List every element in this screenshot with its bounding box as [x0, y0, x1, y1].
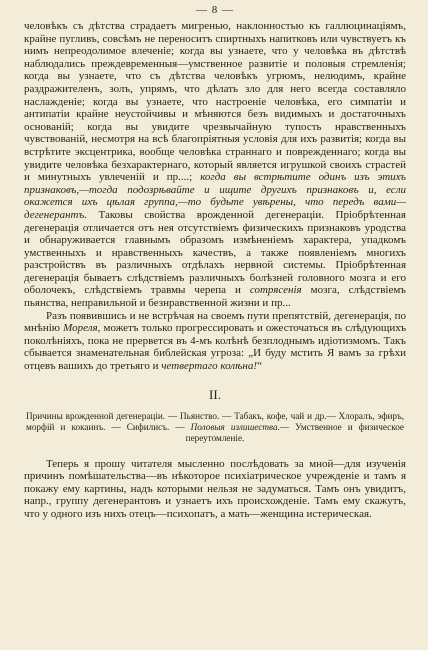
section-number: II.: [209, 386, 221, 402]
emphasis-text: четвертаго колѣна!: [161, 360, 258, 373]
paragraph-morel: [24, 310, 406, 373]
paragraph-text: человѣкъ съ дѣтства страдаетъ мигренью, наклонностью къ галлюцинаціямъ, крайне пугливъ, совсѣмъ не переноситъ спиртныхъ напитковъ или чувствуетъ къ нимъ непреодолимое влеченіе; когда вы узнаете, что у человѣка въ дѣтствѣ наблюдались преждевременныя—умственное развитіе и половыя стремленія; когда вы узнаете, что съ дѣтства человѣкъ угрюмъ, нелюдимъ, крайне раздражителенъ, золъ, упрямъ, что дѣлать зло для него всегда составляло наслажденіе; когда вы узнаете, что настроеніе человѣка, его симпатіи и антипатіи крайне неустойчивы и мѣняются безъ видимыхъ и достаточныхъ основаній; когда вы увидите чрезвычайную тупость нравственныхъ чувствованій, несмотря на всѣ благопріятныя условія для ихъ развитія; когда вы встрѣтите эксцентрика, вообще человѣка страннаго и поврежденнаго; когда вы увидите человѣка безхарактернаго, который является игрушкой своихъ страстей и минутныхъ увлеченій и пр....;: [24, 20, 406, 184]
paragraph-asylum: Теперь я прошу читателя мысленно послѣдовать за мной—для изученія причинъ помѣшательства—въ нѣкоторое психіатрическое учрежденіе и тамъ я покажу ему картины, надъ которыми нельзя не задуматься. Тамъ онъ увидитъ, напр., группу дегенерантовъ и узнаетъ ихъ происхожденіе. Тамъ ему скажутъ, что у одного изъ нихъ отецъ—психопатъ, а мать—женщина истерическая.: [24, 457, 406, 520]
paragraph-text: “: [257, 360, 262, 373]
emphasis-text: Мореля,: [63, 322, 101, 335]
paragraph-text: Таковы свойства врожденной дегенераціи. Пріобрѣтенная дегенерація отличается отъ нея отсутствіемъ физическихъ признаковъ уродства и обнаруживается главнымъ образомъ измѣненіемъ характера, упадкомъ умственныхъ и нравственныхъ качествъ, а также появленіемъ многихъ разстройствъ въ различныхъ отдѣлахъ нервной системы. Пріобрѣтенная дегенерація бываетъ слѣдствіемъ различныхъ болѣзней головного мозга и его оболочекъ, слѣдствіемъ травмы черепа и: [24, 208, 406, 297]
emphasis-text: когда вы встрѣтите одинъ изъ этихъ признаковъ,—тогда подозрѣвайте и ищите другихъ признаковъ и, если окажется ихъ цѣлая группа,—то будьте увѣрены, что передъ вами—дегенерантъ.: [24, 171, 406, 221]
summary-text: Причины врожденной дегенераціи. — Пьянство. — Табакъ, кофе, чай и др.— Хлоралъ, эфиръ, морфій и кокаинъ. — Сифилисъ. —: [26, 410, 404, 432]
emphasis-text: сотрясенія: [249, 284, 302, 297]
spacer: [24, 444, 406, 458]
paragraph-text: можетъ только прогрессировать и ожесточаться въ слѣдующихъ поколѣніяхъ, пока не прервется въ 4-мъ колѣнѣ безплоднымъ идіотизмомъ. Такъ сбывается знаменательная библейская угроза: „И буду мстить Я вамъ за грѣхи отцевъ вашихъ до третьяго и: [24, 322, 407, 373]
paragraph-text: мозга, слѣдствіемъ пьянства, неправильной и безнравственной жизни и пр...: [24, 284, 407, 310]
paragraph-degeneration-signs: [24, 20, 406, 310]
section-summary: [26, 411, 404, 444]
summary-text: — Умственное и физическое переутомленіе.: [185, 421, 405, 443]
summary-emphasis: Половыя излишества.: [190, 421, 280, 432]
paragraph-text: Разъ появившись и не встрѣчая на своемъ пути препятствій, дегенерація, по мнѣнію: [24, 309, 406, 335]
page-number: — 8 —: [196, 4, 234, 16]
